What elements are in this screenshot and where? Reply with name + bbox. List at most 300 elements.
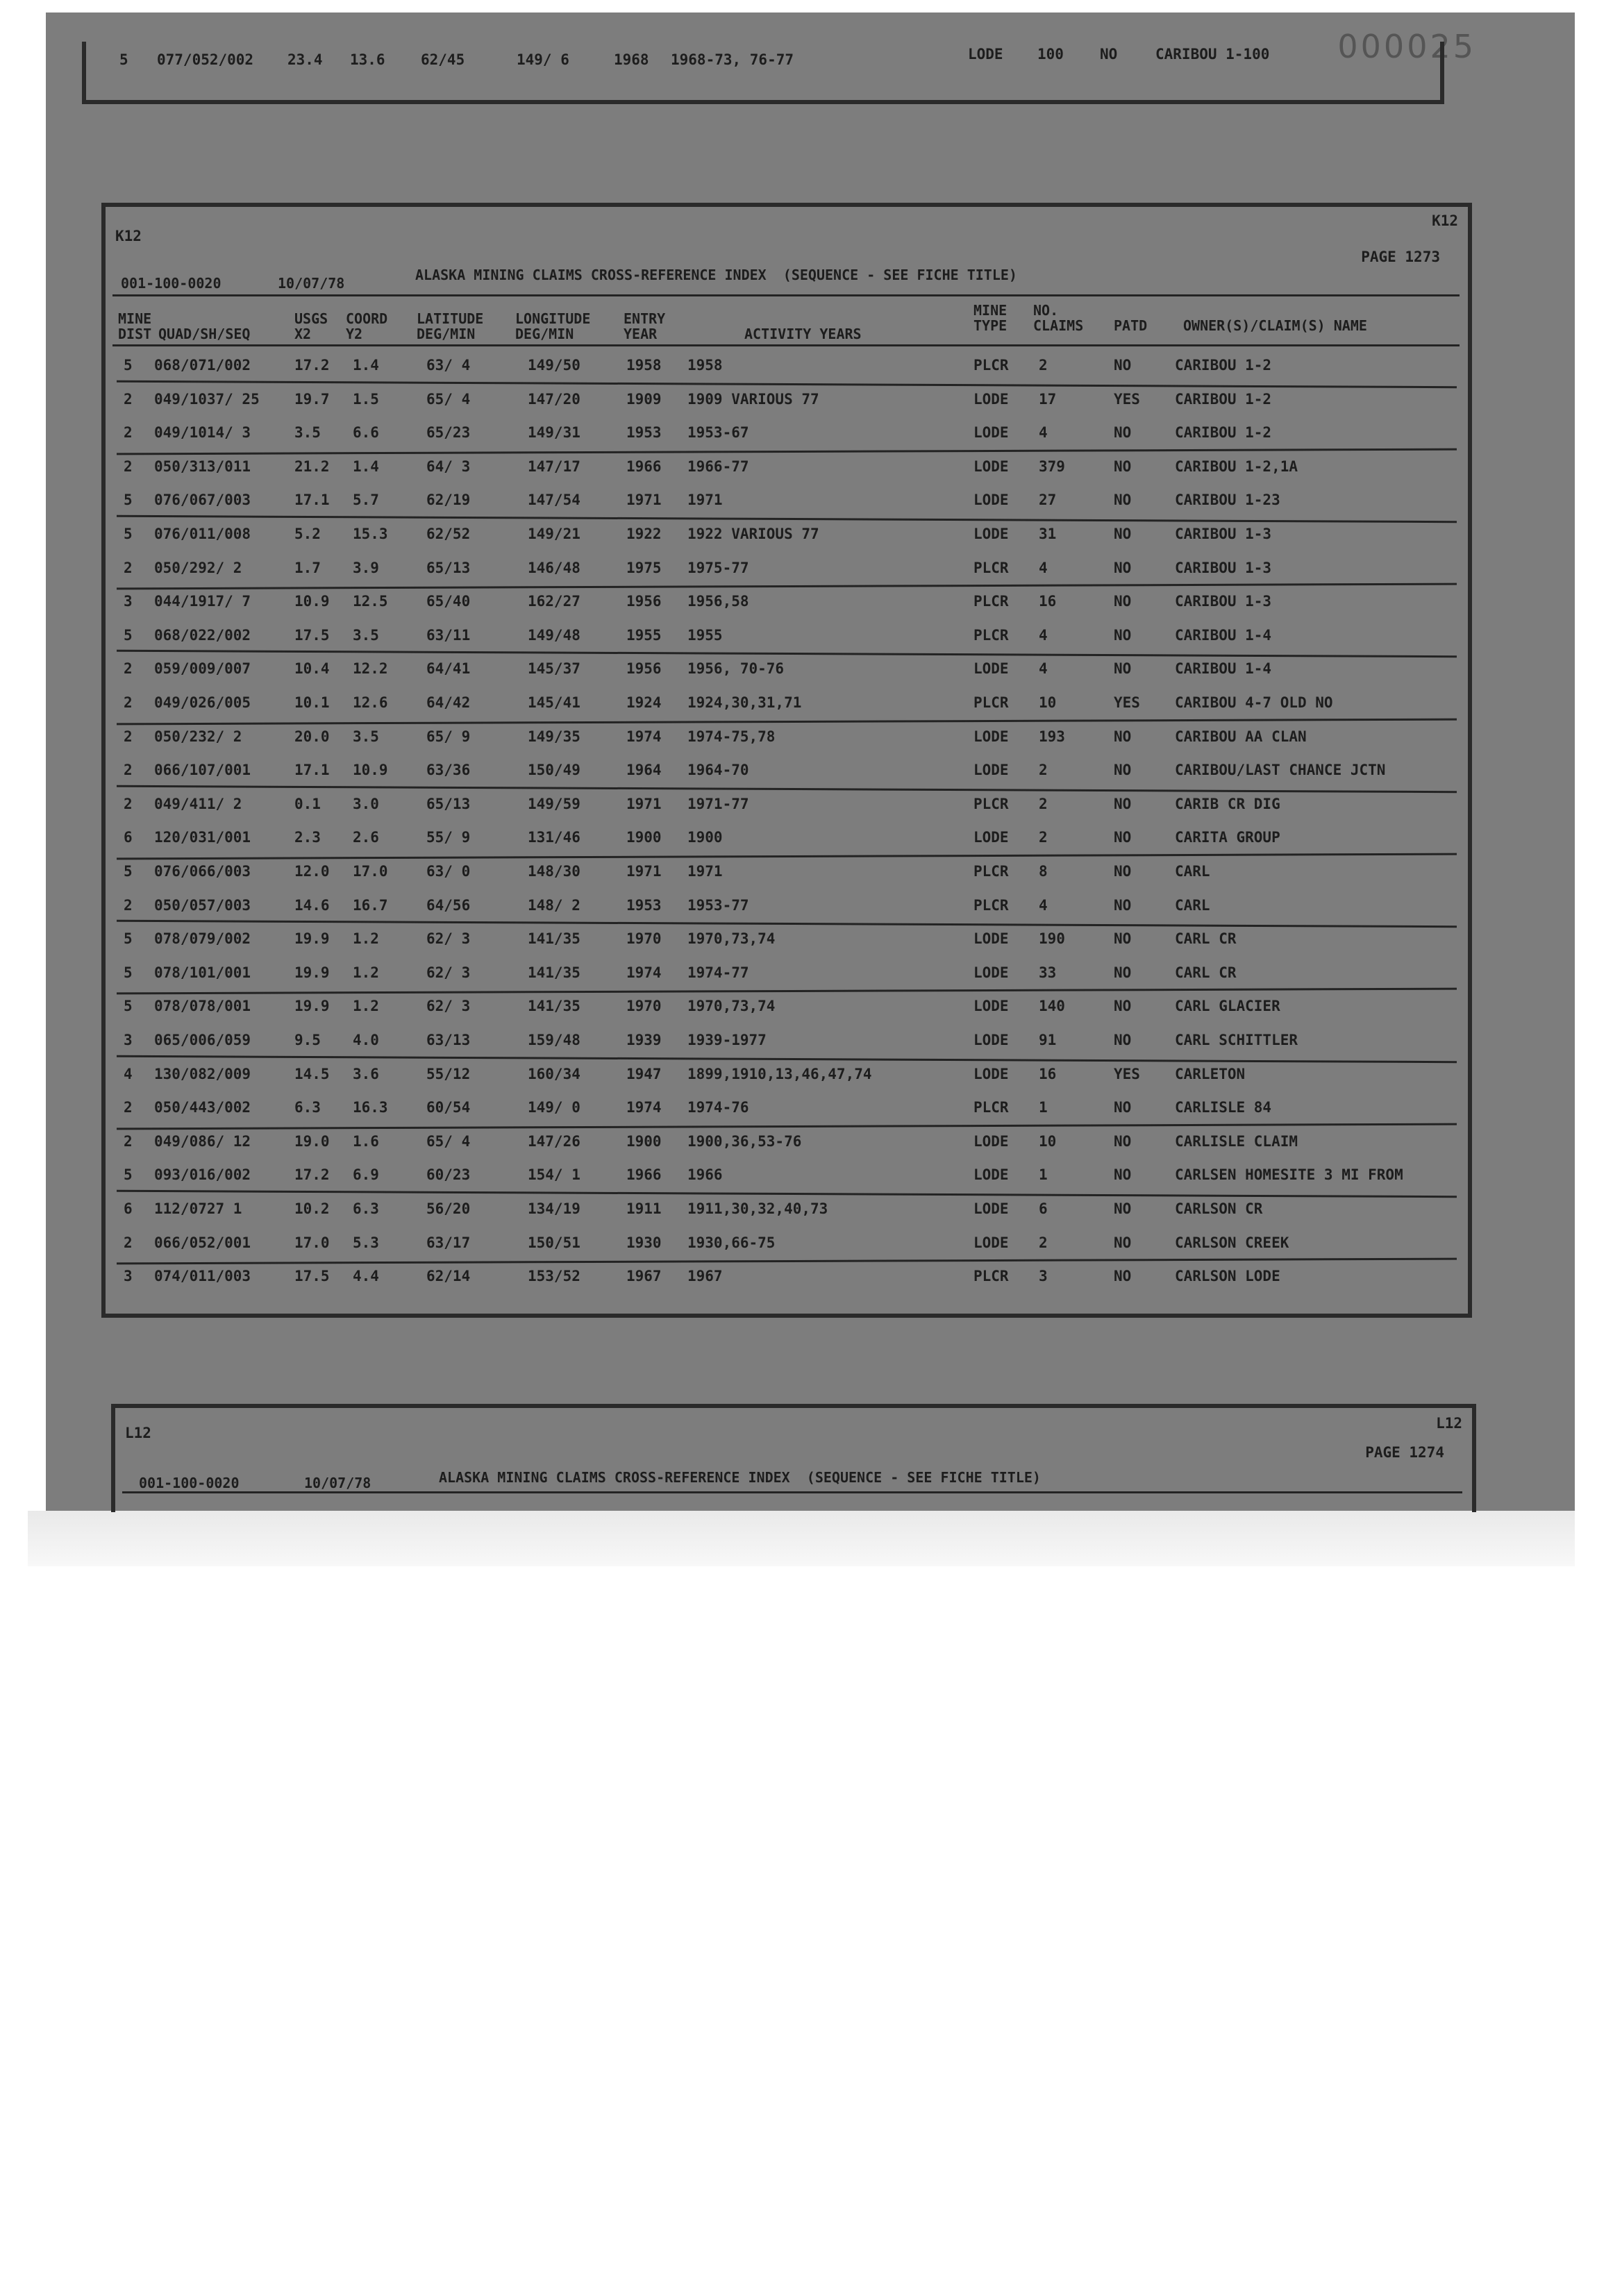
mine-dist-cell: 2 xyxy=(124,1132,133,1150)
usgs-x-cell: 0.1 xyxy=(294,795,321,812)
bottom-run-id: 001-100-0020 xyxy=(139,1475,240,1491)
entry-year-cell: 1955 xyxy=(626,626,662,644)
quad-cell: 059/009/007 xyxy=(154,660,251,678)
hdr-usgs: USGS X2 xyxy=(294,310,328,342)
no-claims-cell: 16 xyxy=(1039,593,1057,610)
mine-dist-cell: 2 xyxy=(124,458,133,475)
fiche-id-left: K12 xyxy=(115,228,142,244)
bottom-run-date: 10/07/78 xyxy=(304,1475,371,1491)
coord-y-cell: 17.0 xyxy=(353,863,388,880)
patd-cell: NO xyxy=(1114,1234,1132,1251)
entry-year-cell: 1975 xyxy=(626,559,662,576)
longitude-cell: 145/37 xyxy=(528,660,580,678)
owner-name-cell: CARIBOU AA CLAN xyxy=(1175,728,1307,745)
mine-dist-cell: 5 xyxy=(124,492,133,509)
table-row xyxy=(106,689,1468,721)
quad-cell: 066/107/001 xyxy=(154,762,251,779)
longitude-cell: 149/50 xyxy=(528,357,580,374)
latitude-cell: 65/13 xyxy=(426,559,471,576)
owner-name-cell: CARL SCHITTLER xyxy=(1175,1032,1298,1048)
no-claims-cell: 10 xyxy=(1039,1132,1057,1150)
entry-year-cell: 1967 xyxy=(626,1268,662,1285)
hdr-longitude: LONGITUDE DEG/MIN xyxy=(515,310,591,342)
usgs-x-cell: 17.5 xyxy=(294,1268,330,1285)
mine-type-cell: LODE xyxy=(973,526,1009,542)
coord-y-cell: 12.6 xyxy=(353,694,388,711)
patd-cell: NO xyxy=(1114,795,1132,812)
coord-y-cell: 3.5 xyxy=(353,728,379,745)
no-claims-cell: 4 xyxy=(1039,626,1048,644)
longitude-cell: 160/34 xyxy=(528,1065,580,1082)
owner-name-cell: CARLISLE 84 xyxy=(1175,1099,1272,1116)
table-row xyxy=(106,1026,1468,1058)
entry-year-cell: 1966 xyxy=(626,1166,662,1184)
owner-name-cell: CARL GLACIER xyxy=(1175,998,1280,1015)
mine-dist-cell: 3 xyxy=(124,1032,133,1048)
no-claims-cell: 140 xyxy=(1039,998,1065,1015)
usgs-x-cell: 9.5 xyxy=(294,1032,321,1048)
usgs-x-cell: 6.3 xyxy=(294,1099,321,1116)
activity-years-cell: 1939-1977 xyxy=(687,1032,767,1048)
no-claims-cell: 2 xyxy=(1039,829,1048,846)
owner-name-cell: CARLETON xyxy=(1175,1065,1246,1082)
latitude-cell: 64/ 3 xyxy=(426,458,471,475)
usgs-x-cell: 21.2 xyxy=(294,458,330,475)
table-row xyxy=(106,1060,1468,1092)
quad-cell: 049/026/005 xyxy=(154,694,251,711)
coord-y-cell: 15.3 xyxy=(353,526,388,542)
owner-name-cell: CARIBOU 1-3 xyxy=(1175,559,1272,576)
usgs-x-cell: 19.7 xyxy=(294,390,330,408)
owner-name-cell: CARIBOU 1-3 xyxy=(1175,526,1272,542)
mine-dist-cell: 5 xyxy=(124,1166,133,1184)
hdr-mine-type: MINE TYPE xyxy=(973,302,1008,334)
entry-year-cell: 1939 xyxy=(626,1032,662,1048)
mine-dist-cell: 2 xyxy=(124,559,133,576)
latitude-cell: 60/23 xyxy=(426,1166,471,1184)
entry-year-cell: 1922 xyxy=(626,526,662,542)
top-quad: 077/052/002 xyxy=(157,51,254,68)
longitude-cell: 148/ 2 xyxy=(528,896,580,914)
latitude-cell: 65/13 xyxy=(426,795,471,812)
patd-cell: NO xyxy=(1114,593,1132,610)
no-claims-cell: 2 xyxy=(1039,357,1048,374)
entry-year-cell: 1956 xyxy=(626,660,662,678)
activity-years-cell: 1967 xyxy=(687,1268,723,1285)
latitude-cell: 62/ 3 xyxy=(426,998,471,1015)
longitude-cell: 149/35 xyxy=(528,728,580,745)
entry-year-cell: 1900 xyxy=(626,1132,662,1150)
run-date: 10/07/78 xyxy=(278,275,345,292)
patd-cell: NO xyxy=(1114,964,1132,981)
owner-name-cell: CARLSON CREEK xyxy=(1175,1234,1289,1251)
fiche-panel xyxy=(101,203,1472,1318)
quad-cell: 078/078/001 xyxy=(154,998,251,1015)
hdr-owner-name: OWNER(S)/CLAIM(S) NAME xyxy=(1183,317,1367,334)
no-claims-cell: 1 xyxy=(1039,1099,1048,1116)
owner-name-cell: CARL CR xyxy=(1175,930,1237,948)
usgs-x-cell: 17.5 xyxy=(294,626,330,644)
table-row xyxy=(106,655,1468,687)
entry-year-cell: 1971 xyxy=(626,492,662,509)
mine-dist-cell: 3 xyxy=(124,1268,133,1285)
activity-years-cell: 1964-70 xyxy=(687,762,749,779)
coord-y-cell: 4.4 xyxy=(353,1268,379,1285)
longitude-cell: 141/35 xyxy=(528,964,580,981)
longitude-cell: 162/27 xyxy=(528,593,580,610)
owner-name-cell: CARIB CR DIG xyxy=(1175,795,1280,812)
hdr-quad: QUAD/SH/SEQ xyxy=(158,326,251,342)
activity-years-cell: 1956,58 xyxy=(687,593,749,610)
mine-type-cell: LODE xyxy=(973,492,1009,509)
no-claims-cell: 4 xyxy=(1039,896,1048,914)
activity-years-cell: 1911,30,32,40,73 xyxy=(687,1200,828,1217)
usgs-x-cell: 2.3 xyxy=(294,829,321,846)
patd-cell: NO xyxy=(1114,1032,1132,1048)
table-row xyxy=(106,453,1468,485)
patd-cell: NO xyxy=(1114,1099,1132,1116)
coord-y-cell: 2.6 xyxy=(353,829,379,846)
quad-cell: 076/066/003 xyxy=(154,863,251,880)
table-row xyxy=(106,621,1468,653)
longitude-cell: 131/46 xyxy=(528,829,580,846)
header-rule xyxy=(112,344,1460,346)
longitude-cell: 150/49 xyxy=(528,762,580,779)
latitude-cell: 63/36 xyxy=(426,762,471,779)
mine-type-cell: LODE xyxy=(973,390,1009,408)
table-row xyxy=(106,385,1468,417)
usgs-x-cell: 5.2 xyxy=(294,526,321,542)
owner-name-cell: CARIBOU 1-2 xyxy=(1175,424,1272,442)
mine-type-cell: LODE xyxy=(973,458,1009,475)
usgs-x-cell: 10.1 xyxy=(294,694,330,711)
latitude-cell: 64/42 xyxy=(426,694,471,711)
hdr-entry-year: ENTRY YEAR xyxy=(624,310,666,342)
document-number: 000025 xyxy=(1337,28,1476,65)
activity-years-cell: 1953-67 xyxy=(687,424,749,442)
mine-dist-cell: 5 xyxy=(124,863,133,880)
patd-cell: NO xyxy=(1114,896,1132,914)
top-y: 13.6 xyxy=(350,51,385,68)
quad-cell: 093/016/002 xyxy=(154,1166,251,1184)
patd-cell: NO xyxy=(1114,626,1132,644)
top-lat: 62/45 xyxy=(421,51,465,68)
mine-dist-cell: 2 xyxy=(124,424,133,442)
coord-y-cell: 1.2 xyxy=(353,998,379,1015)
mine-dist-cell: 2 xyxy=(124,1099,133,1116)
quad-cell: 044/1917/ 7 xyxy=(154,593,251,610)
longitude-cell: 149/21 xyxy=(528,526,580,542)
quad-cell: 068/071/002 xyxy=(154,357,251,374)
table-row xyxy=(106,857,1468,889)
activity-years-cell: 1971 xyxy=(687,863,723,880)
quad-cell: 078/101/001 xyxy=(154,964,251,981)
no-claims-cell: 2 xyxy=(1039,1234,1048,1251)
mine-type-cell: LODE xyxy=(973,1166,1009,1184)
longitude-cell: 147/20 xyxy=(528,390,580,408)
table-row xyxy=(106,790,1468,822)
quad-cell: 078/079/002 xyxy=(154,930,251,948)
coord-y-cell: 6.6 xyxy=(353,424,379,442)
activity-years-cell: 1958 xyxy=(687,357,723,374)
latitude-cell: 65/40 xyxy=(426,593,471,610)
no-claims-cell: 4 xyxy=(1039,424,1048,442)
top-x: 23.4 xyxy=(287,51,323,68)
activity-years-cell: 1924,30,31,71 xyxy=(687,694,802,711)
coord-y-cell: 10.9 xyxy=(353,762,388,779)
longitude-cell: 153/52 xyxy=(528,1268,580,1285)
activity-years-cell: 1974-75,78 xyxy=(687,728,776,745)
coord-y-cell: 6.3 xyxy=(353,1200,379,1217)
longitude-cell: 149/ 0 xyxy=(528,1099,580,1116)
mine-dist-cell: 2 xyxy=(124,1234,133,1251)
activity-years-cell: 1900 xyxy=(687,829,723,846)
no-claims-cell: 379 xyxy=(1039,458,1065,475)
latitude-cell: 62/19 xyxy=(426,492,471,509)
owner-name-cell: CARLSON CR xyxy=(1175,1200,1263,1217)
quad-cell: 049/1037/ 25 xyxy=(154,390,260,408)
activity-years-cell: 1956, 70-76 xyxy=(687,660,785,678)
coord-y-cell: 3.0 xyxy=(353,795,379,812)
mine-dist-cell: 2 xyxy=(124,390,133,408)
bottom-report-title: ALASKA MINING CLAIMS CROSS-REFERENCE INDEX (SEQUENCE - SEE FICHE TITLE) xyxy=(439,1469,1041,1486)
mine-dist-cell: 5 xyxy=(124,998,133,1015)
usgs-x-cell: 19.0 xyxy=(294,1132,330,1150)
activity-years-cell: 1930,66-75 xyxy=(687,1234,776,1251)
mine-type-cell: LODE xyxy=(973,1065,1009,1082)
page-label: PAGE 1273 xyxy=(1361,249,1440,265)
entry-year-cell: 1956 xyxy=(626,593,662,610)
mine-type-cell: LODE xyxy=(973,964,1009,981)
patd-cell: NO xyxy=(1114,829,1132,846)
longitude-cell: 146/48 xyxy=(528,559,580,576)
latitude-cell: 62/ 3 xyxy=(426,964,471,981)
quad-cell: 050/443/002 xyxy=(154,1099,251,1116)
table-row xyxy=(106,756,1468,788)
no-claims-cell: 31 xyxy=(1039,526,1057,542)
mine-dist-cell: 4 xyxy=(124,1065,133,1082)
longitude-cell: 149/59 xyxy=(528,795,580,812)
entry-year-cell: 1953 xyxy=(626,424,662,442)
longitude-cell: 149/31 xyxy=(528,424,580,442)
mine-dist-cell: 5 xyxy=(124,930,133,948)
quad-cell: 066/052/001 xyxy=(154,1234,251,1251)
title-rule xyxy=(112,294,1460,296)
entry-year-cell: 1971 xyxy=(626,863,662,880)
longitude-cell: 150/51 xyxy=(528,1234,580,1251)
mine-dist-cell: 5 xyxy=(124,626,133,644)
quad-cell: 076/011/008 xyxy=(154,526,251,542)
table-row xyxy=(106,1093,1468,1125)
latitude-cell: 63/17 xyxy=(426,1234,471,1251)
usgs-x-cell: 19.9 xyxy=(294,930,330,948)
table-row xyxy=(106,1195,1468,1227)
mine-dist-cell: 5 xyxy=(124,357,133,374)
usgs-x-cell: 19.9 xyxy=(294,998,330,1015)
usgs-x-cell: 17.0 xyxy=(294,1234,330,1251)
activity-years-cell: 1922 VARIOUS 77 xyxy=(687,526,819,542)
patd-cell: NO xyxy=(1114,863,1132,880)
longitude-cell: 149/48 xyxy=(528,626,580,644)
activity-years-cell: 1899,1910,13,46,47,74 xyxy=(687,1065,872,1082)
mine-dist-cell: 2 xyxy=(124,728,133,745)
activity-years-cell: 1953-77 xyxy=(687,896,749,914)
activity-years-cell: 1970,73,74 xyxy=(687,930,776,948)
longitude-cell: 147/26 xyxy=(528,1132,580,1150)
patd-cell: YES xyxy=(1114,694,1140,711)
mine-type-cell: LODE xyxy=(973,829,1009,846)
table-row xyxy=(106,723,1468,755)
mine-dist-cell: 5 xyxy=(124,526,133,542)
patd-cell: NO xyxy=(1114,660,1132,678)
top-strip xyxy=(82,42,1444,104)
coord-y-cell: 12.5 xyxy=(353,593,388,610)
longitude-cell: 148/30 xyxy=(528,863,580,880)
patd-cell: NO xyxy=(1114,424,1132,442)
mine-type-cell: LODE xyxy=(973,1132,1009,1150)
longitude-cell: 141/35 xyxy=(528,998,580,1015)
activity-years-cell: 1974-77 xyxy=(687,964,749,981)
latitude-cell: 65/ 4 xyxy=(426,390,471,408)
patd-cell: NO xyxy=(1114,526,1132,542)
quad-cell: 068/022/002 xyxy=(154,626,251,644)
no-claims-cell: 16 xyxy=(1039,1065,1057,1082)
owner-name-cell: CARL xyxy=(1175,863,1210,880)
coord-y-cell: 1.2 xyxy=(353,930,379,948)
top-dist: 5 xyxy=(119,51,128,68)
quad-cell: 049/086/ 12 xyxy=(154,1132,251,1150)
mine-type-cell: PLCR xyxy=(973,626,1009,644)
longitude-cell: 154/ 1 xyxy=(528,1166,580,1184)
no-claims-cell: 17 xyxy=(1039,390,1057,408)
usgs-x-cell: 17.1 xyxy=(294,492,330,509)
longitude-cell: 134/19 xyxy=(528,1200,580,1217)
mine-dist-cell: 3 xyxy=(124,593,133,610)
top-name: CARIBOU 1-100 xyxy=(1155,46,1270,62)
mine-dist-cell: 6 xyxy=(124,1200,133,1217)
owner-name-cell: CARL xyxy=(1175,896,1210,914)
owner-name-cell: CARIBOU 1-2 xyxy=(1175,390,1272,408)
mine-dist-cell: 2 xyxy=(124,660,133,678)
latitude-cell: 56/20 xyxy=(426,1200,471,1217)
table-row xyxy=(106,823,1468,855)
quad-cell: 050/292/ 2 xyxy=(154,559,242,576)
latitude-cell: 63/13 xyxy=(426,1032,471,1048)
hdr-patd: PATD xyxy=(1114,317,1148,334)
entry-year-cell: 1924 xyxy=(626,694,662,711)
owner-name-cell: CARLSON LODE xyxy=(1175,1268,1280,1285)
activity-years-cell: 1974-76 xyxy=(687,1099,749,1116)
patd-cell: NO xyxy=(1114,559,1132,576)
patd-cell: NO xyxy=(1114,1132,1132,1150)
patd-cell: NO xyxy=(1114,357,1132,374)
activity-years-cell: 1966 xyxy=(687,1166,723,1184)
latitude-cell: 62/ 3 xyxy=(426,930,471,948)
mine-type-cell: LODE xyxy=(973,1032,1009,1048)
entry-year-cell: 1911 xyxy=(626,1200,662,1217)
no-claims-cell: 190 xyxy=(1039,930,1065,948)
quad-cell: 049/411/ 2 xyxy=(154,795,242,812)
report-title: ALASKA MINING CLAIMS CROSS-REFERENCE INDEX (SEQUENCE - SEE FICHE TITLE) xyxy=(415,267,1017,283)
entry-year-cell: 1970 xyxy=(626,998,662,1015)
entry-year-cell: 1909 xyxy=(626,390,662,408)
latitude-cell: 64/41 xyxy=(426,660,471,678)
coord-y-cell: 16.3 xyxy=(353,1099,388,1116)
bottom-page-label: PAGE 1274 xyxy=(1365,1444,1444,1461)
latitude-cell: 55/12 xyxy=(426,1065,471,1082)
patd-cell: NO xyxy=(1114,762,1132,779)
top-patd: NO xyxy=(1100,46,1118,62)
patd-cell: NO xyxy=(1114,1268,1132,1285)
patd-cell: NO xyxy=(1114,930,1132,948)
top-lon: 149/ 6 xyxy=(517,51,569,68)
quad-cell: 065/006/059 xyxy=(154,1032,251,1048)
coord-y-cell: 12.2 xyxy=(353,660,388,678)
entry-year-cell: 1966 xyxy=(626,458,662,475)
latitude-cell: 60/54 xyxy=(426,1099,471,1116)
no-claims-cell: 3 xyxy=(1039,1268,1048,1285)
mine-dist-cell: 2 xyxy=(124,896,133,914)
coord-y-cell: 1.4 xyxy=(353,357,379,374)
usgs-x-cell: 17.1 xyxy=(294,762,330,779)
mine-type-cell: LODE xyxy=(973,1200,1009,1217)
activity-years-cell: 1975-77 xyxy=(687,559,749,576)
entry-year-cell: 1974 xyxy=(626,964,662,981)
usgs-x-cell: 3.5 xyxy=(294,424,321,442)
latitude-cell: 65/ 4 xyxy=(426,1132,471,1150)
no-claims-cell: 4 xyxy=(1039,559,1048,576)
quad-cell: 130/082/009 xyxy=(154,1065,251,1082)
bottom-strip xyxy=(111,1404,1476,1512)
no-claims-cell: 27 xyxy=(1039,492,1057,509)
usgs-x-cell: 12.0 xyxy=(294,863,330,880)
patd-cell: NO xyxy=(1114,1166,1132,1184)
hdr-activity-years: ACTIVITY YEARS xyxy=(744,326,862,342)
longitude-cell: 141/35 xyxy=(528,930,580,948)
no-claims-cell: 4 xyxy=(1039,660,1048,678)
mine-type-cell: PLCR xyxy=(973,559,1009,576)
coord-y-cell: 3.6 xyxy=(353,1065,379,1082)
mine-type-cell: LODE xyxy=(973,998,1009,1015)
usgs-x-cell: 1.7 xyxy=(294,559,321,576)
table-row xyxy=(106,520,1468,552)
longitude-cell: 145/41 xyxy=(528,694,580,711)
coord-y-cell: 1.2 xyxy=(353,964,379,981)
table-row xyxy=(106,1128,1468,1159)
table-row xyxy=(106,486,1468,518)
coord-y-cell: 5.3 xyxy=(353,1234,379,1251)
activity-years-cell: 1900,36,53-76 xyxy=(687,1132,802,1150)
activity-years-cell: 1909 VARIOUS 77 xyxy=(687,390,819,408)
table-row xyxy=(106,351,1468,383)
latitude-cell: 63/11 xyxy=(426,626,471,644)
mine-dist-cell: 2 xyxy=(124,762,133,779)
patd-cell: NO xyxy=(1114,492,1132,509)
table-row xyxy=(106,554,1468,586)
table-row xyxy=(106,925,1468,957)
activity-years-cell: 1971 xyxy=(687,492,723,509)
mine-dist-cell: 5 xyxy=(124,964,133,981)
owner-name-cell: CARIBOU 1-4 xyxy=(1175,626,1272,644)
patd-cell: NO xyxy=(1114,1200,1132,1217)
latitude-cell: 65/ 9 xyxy=(426,728,471,745)
run-id: 001-100-0020 xyxy=(121,275,221,292)
hdr-no-claims: NO. CLAIMS xyxy=(1033,302,1084,334)
no-claims-cell: 6 xyxy=(1039,1200,1048,1217)
patd-cell: NO xyxy=(1114,728,1132,745)
latitude-cell: 55/ 9 xyxy=(426,829,471,846)
quad-cell: 050/057/003 xyxy=(154,896,251,914)
